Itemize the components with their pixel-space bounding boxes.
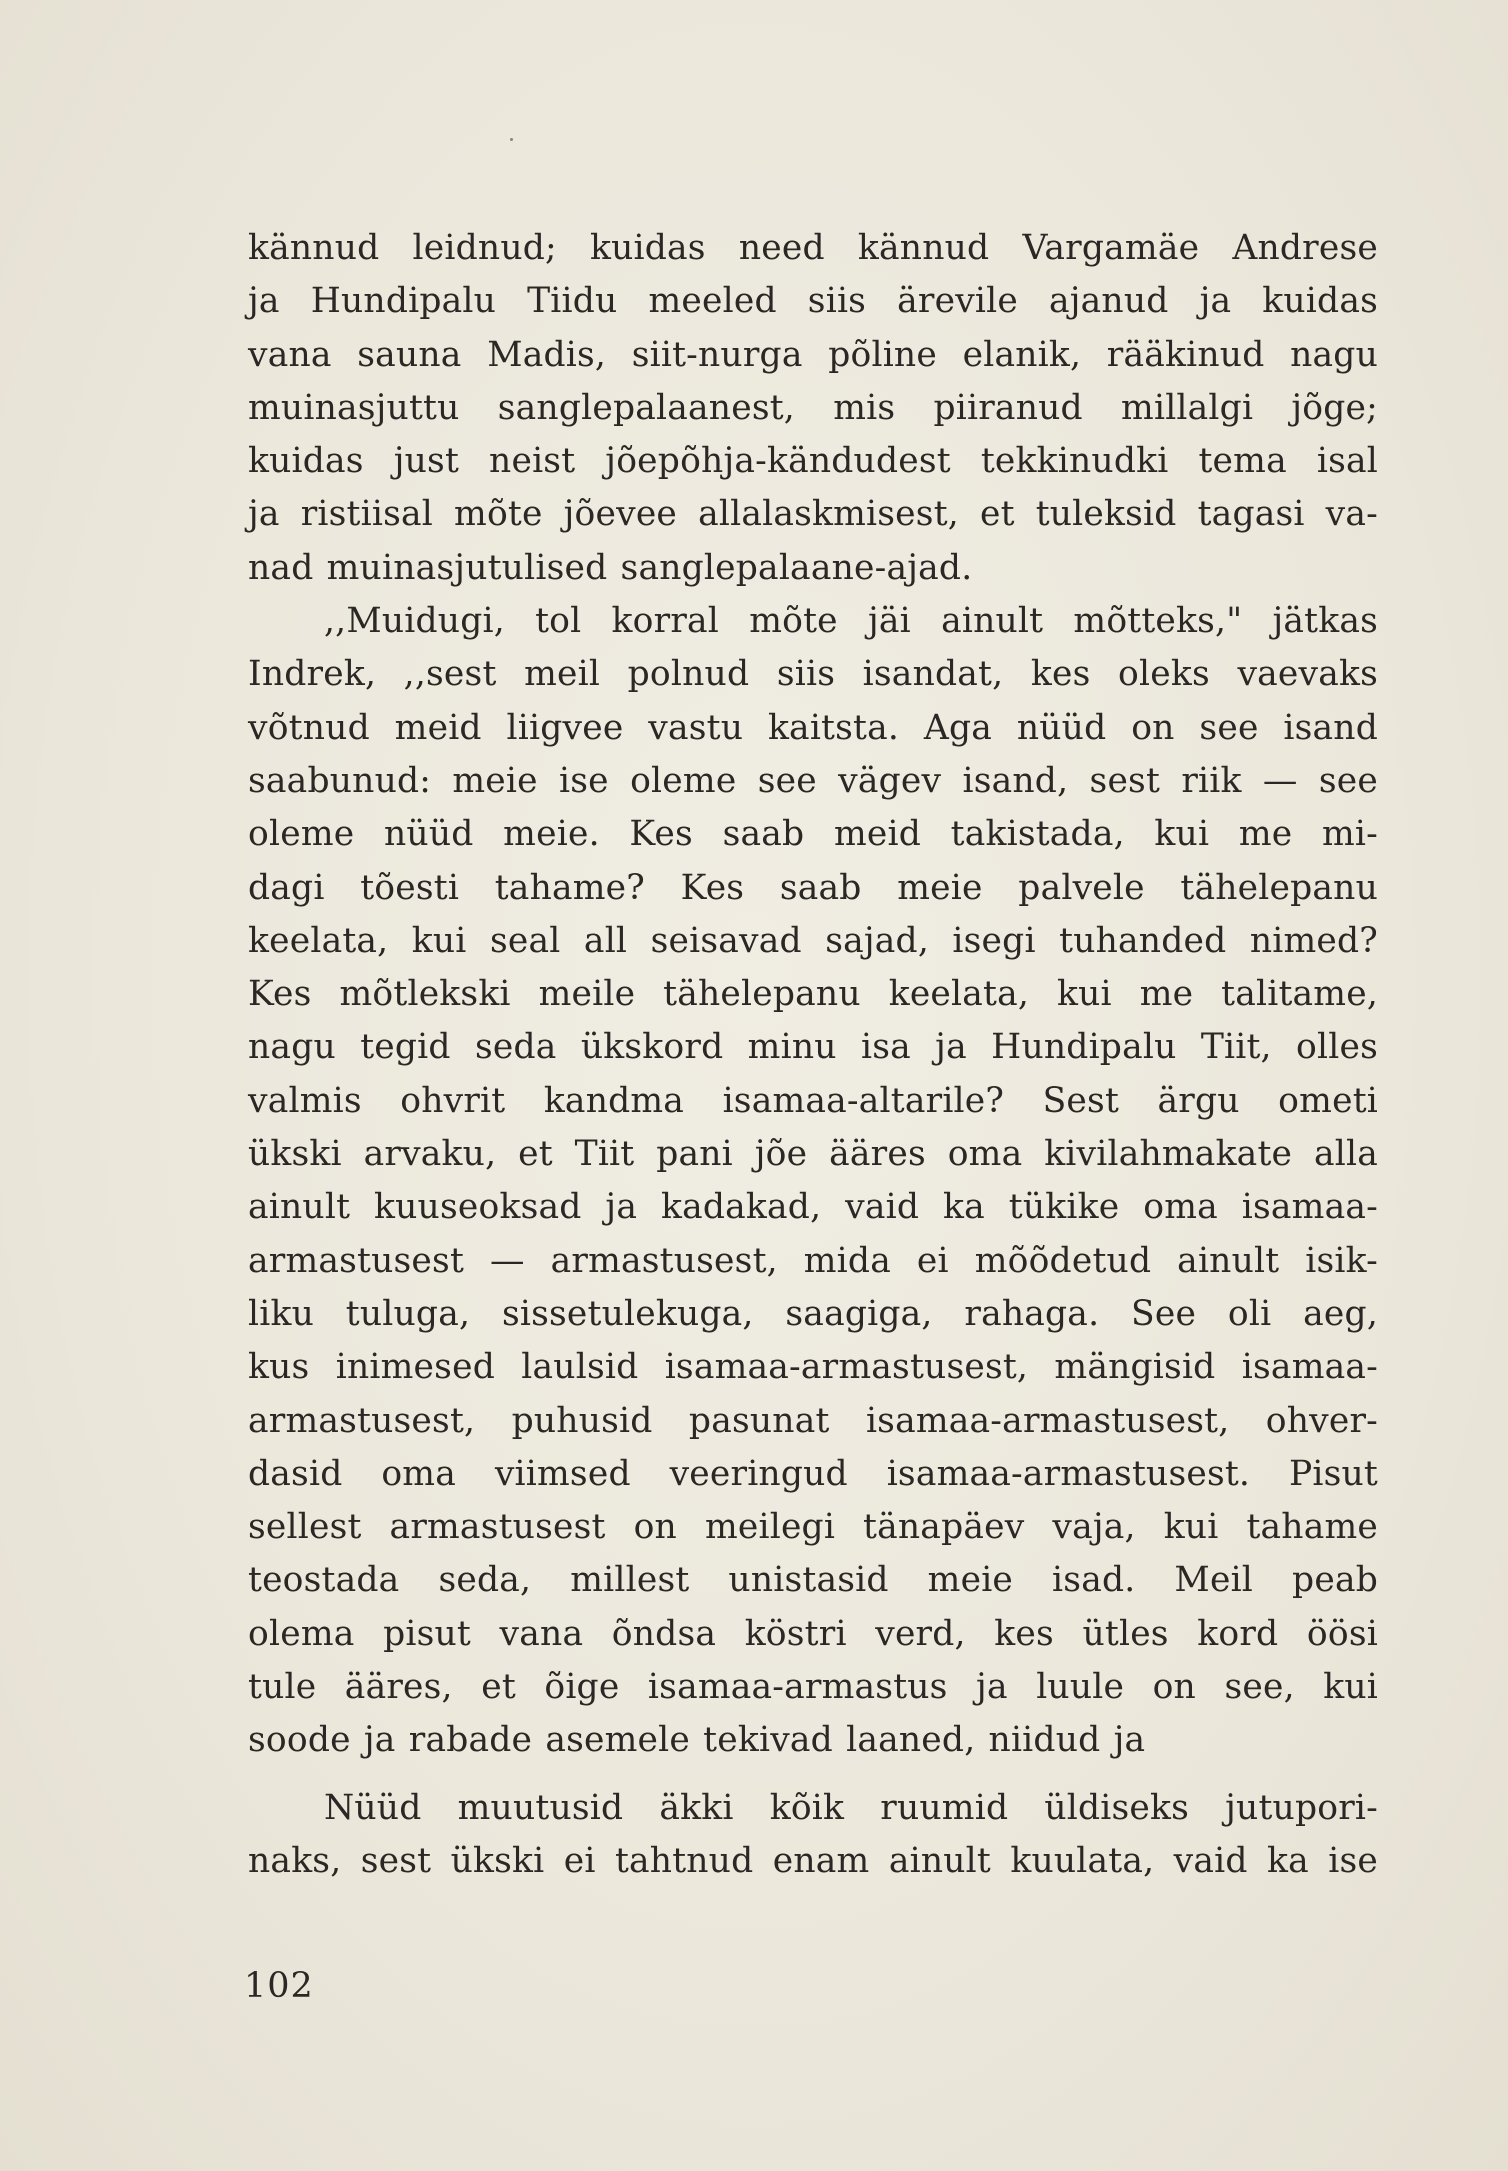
text-line: keelata, kui seal all seisavad sajad, isegi tuhanded nimed? [248, 920, 1378, 961]
text-line: kännud leidnud; kuidas need kännud Vargamäe Andrese [248, 228, 1378, 268]
text-line: nad muinasjutulised sanglepalaane-ajad. [248, 547, 973, 588]
text-line: olema pisut vana õndsa köstri verd, kes ütles kord öösi [248, 1613, 1378, 1654]
text-line: dagi tõesti tahame? Kes saab meie palvele tähelepanu [248, 867, 1378, 908]
text-line: naks, sest ükski ei tahtnud enam ainult kuulata, vaid ka ise [248, 1840, 1378, 1881]
text-line: armastusest — armastusest, mida ei mõõdetud ainult isik- [248, 1240, 1378, 1281]
text-line: tule ääres, et õige isamaa-armastus ja luule on see, kui [248, 1667, 1378, 1708]
text-line: muinasjuttu sanglepalaanest, mis piiranud millalgi jõge; [248, 387, 1378, 428]
text-line: ükski arvaku, et Tiit pani jõe ääres oma kivilahmakate alla [248, 1134, 1378, 1175]
text-line: kus inimesed laulsid isamaa-armastusest, mängisid isamaa- [248, 1347, 1378, 1388]
text-line: saabunud: meie ise oleme see vägev isand, sest riik — see [248, 760, 1378, 801]
text-line: oleme nüüd meie. Kes saab meid takistada, kui me mi- [248, 814, 1378, 855]
text-line: dasid oma viimsed veeringud isamaa-armastusest. Pisut [248, 1453, 1378, 1494]
text-line: Kes mõtlekski meile tähelepanu keelata, kui me talitame, [248, 974, 1378, 1015]
text-line: Nüüd muutusid äkki kõik ruumid üldiseks jutupori- [324, 1787, 1378, 1828]
text-line: ,,Muidugi, tol korral mõte jäi ainult mõtteks," jätkas [324, 601, 1378, 642]
text-line: valmis ohvrit kandma isamaa-altarile? Sest ärgu ometi [248, 1080, 1378, 1121]
text-line: ainult kuuseoksad ja kadakad, vaid ka tükike oma isamaa- [248, 1187, 1378, 1228]
text-line: liku tuluga, sissetulekuga, saagiga, rahaga. See oli aeg, [248, 1293, 1378, 1334]
text-line: vana sauna Madis, siit-nurga põline elanik, rääkinud nagu [248, 334, 1378, 375]
text-line: nagu tegid seda ükskord minu isa ja Hundipalu Tiit, olles [248, 1027, 1378, 1068]
text-line: võtnud meid liigvee vastu kaitsta. Aga nüüd on see isand [248, 707, 1378, 748]
text-line: kuidas just neist jõepõhja-kändudest tekkinudki tema isal [248, 441, 1378, 482]
body-text [248, 222, 1378, 1888]
text-line: ja ristiisal mõte jõevee allalaskmisest, et tuleksid tagasi va- [248, 494, 1378, 535]
text-line: ja Hundipalu Tiidu meeled siis ärevile ajanud ja kuidas [248, 281, 1378, 322]
paper-speck [510, 138, 513, 141]
text-line: soode ja rabade asemele tekivad laaned, niidud ja [248, 1720, 1146, 1761]
text-line: sellest armastusest on meilegi tänapäev vaja, kui tahame [248, 1507, 1378, 1548]
page-number: 102 [244, 1966, 314, 2006]
text-line: Indrek, ,,sest meil polnud siis isandat, kes oleks vaevaks [248, 654, 1378, 695]
text-line: armastusest, puhusid pasunat isamaa-armastusest, ohver- [248, 1400, 1378, 1441]
text-line: teostada seda, millest unistasid meie isad. Meil peab [248, 1560, 1378, 1601]
